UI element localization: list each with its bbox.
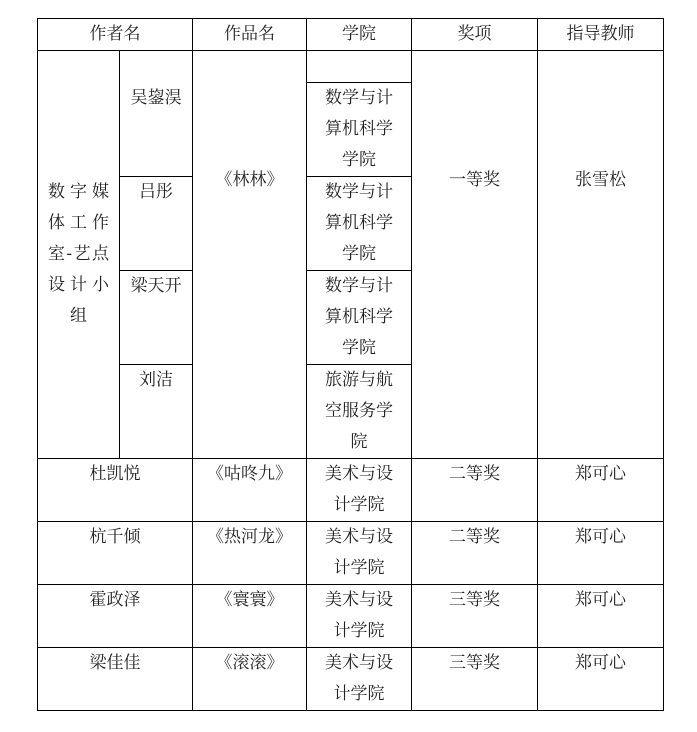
advisor-cell: 郑可心 bbox=[538, 459, 664, 522]
member-college: 数学与计算机科学学院 bbox=[325, 182, 393, 264]
college-text: 美术与设计学院 bbox=[325, 590, 393, 641]
empty-college-cell bbox=[307, 51, 412, 83]
member-name: 梁天开 bbox=[130, 276, 182, 296]
header-work: 作品名 bbox=[193, 19, 307, 51]
header-advisor: 指导教师 bbox=[538, 19, 664, 51]
header-award: 奖项 bbox=[412, 19, 538, 51]
group-work: 《林林》 bbox=[215, 169, 284, 190]
member-name-cell bbox=[120, 271, 193, 365]
award-cell: 二等奖 bbox=[412, 522, 538, 585]
award-cell: 三等奖 bbox=[412, 585, 538, 648]
college-cell bbox=[307, 585, 412, 648]
member-college: 数学与计算机科学学院 bbox=[325, 276, 393, 358]
member-name-cell bbox=[120, 177, 193, 271]
group-row bbox=[38, 51, 664, 83]
work-cell: 《热河龙》 bbox=[193, 522, 307, 585]
college-text: 美术与设计学院 bbox=[325, 464, 393, 515]
author-cell: 霍政泽 bbox=[38, 585, 193, 648]
member-name-cell bbox=[120, 51, 193, 177]
college-cell bbox=[307, 459, 412, 522]
award-cell: 三等奖 bbox=[412, 648, 538, 711]
award-cell: 二等奖 bbox=[412, 459, 538, 522]
group-work-cell bbox=[193, 51, 307, 459]
team-name: 数字媒体工作室-艺点设计小组 bbox=[48, 182, 109, 326]
author-cell: 梁佳佳 bbox=[38, 648, 193, 711]
header-row bbox=[38, 19, 664, 51]
group-award: 一等奖 bbox=[449, 169, 500, 190]
author-cell: 杜凯悦 bbox=[38, 459, 193, 522]
group-advisor-cell bbox=[538, 51, 664, 459]
college-cell bbox=[307, 522, 412, 585]
table-row bbox=[38, 585, 664, 648]
member-college-cell bbox=[307, 271, 412, 365]
work-cell: 《咕咚九》 bbox=[193, 459, 307, 522]
member-name: 吴鋆淏 bbox=[130, 88, 182, 108]
table-row bbox=[38, 522, 664, 585]
award-table bbox=[37, 18, 664, 711]
member-college-cell bbox=[307, 365, 412, 459]
advisor-cell: 郑可心 bbox=[538, 585, 664, 648]
member-name: 刘洁 bbox=[139, 370, 173, 390]
member-name-cell bbox=[120, 365, 193, 459]
member-college-cell bbox=[307, 177, 412, 271]
college-cell bbox=[307, 648, 412, 711]
work-cell: 《滚滚》 bbox=[193, 648, 307, 711]
group-advisor: 张雪松 bbox=[575, 169, 626, 190]
member-name: 吕彤 bbox=[139, 182, 173, 202]
member-college: 旅游与航空服务学院 bbox=[325, 370, 393, 452]
college-text: 美术与设计学院 bbox=[325, 653, 393, 704]
work-cell: 《寰寰》 bbox=[193, 585, 307, 648]
team-name-cell bbox=[38, 51, 120, 459]
college-text: 美术与设计学院 bbox=[325, 527, 393, 578]
member-college: 数学与计算机科学学院 bbox=[325, 88, 393, 170]
header-author: 作者名 bbox=[38, 19, 193, 51]
author-cell: 杭千倾 bbox=[38, 522, 193, 585]
advisor-cell: 郑可心 bbox=[538, 522, 664, 585]
member-college-cell bbox=[307, 83, 412, 177]
advisor-cell: 郑可心 bbox=[538, 648, 664, 711]
header-college: 学院 bbox=[307, 19, 412, 51]
table-row bbox=[38, 648, 664, 711]
group-award-cell bbox=[412, 51, 538, 459]
table-row bbox=[38, 459, 664, 522]
